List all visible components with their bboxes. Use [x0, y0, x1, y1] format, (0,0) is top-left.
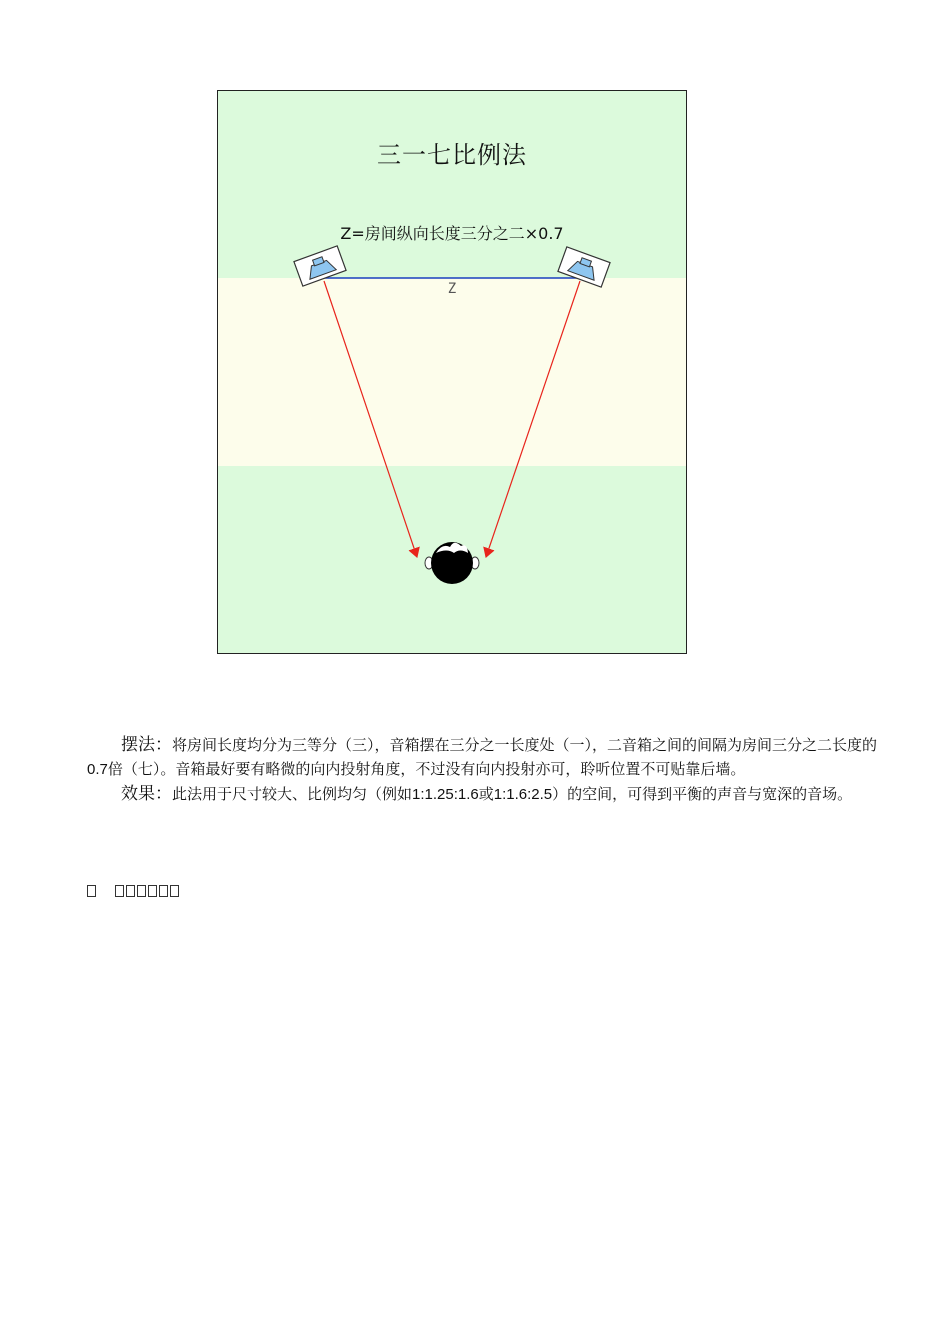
heading-glyph-box [148, 885, 157, 897]
placement-lead: 摆法： [121, 735, 172, 755]
placement-ratio: 0.7 [87, 761, 108, 778]
heading-glyph-box [115, 885, 124, 897]
heading-glyph-box [137, 885, 146, 897]
diagram-title: 三一七比例法 [377, 141, 527, 169]
placement-paragraph [87, 733, 879, 782]
diagram-svg [218, 91, 686, 653]
formula-label: Z=房间纵向长度三分之二×0.7 [340, 224, 564, 243]
effect-lead: 效果： [121, 784, 172, 804]
effect-paragraph [87, 782, 879, 807]
next-section-heading [87, 883, 181, 903]
heading-glyph-box [159, 885, 168, 897]
bullet-glyph-box [87, 885, 96, 897]
effect-text-1: 此法用于尺寸较大、比例均匀（例如 [172, 785, 413, 803]
effect-text-2: ）的空间，可得到平衡的声音与宽深的音场。 [552, 785, 853, 803]
effect-ratio-2: 1:1.6:2.5 [493, 786, 553, 803]
heading-glyph-box [126, 885, 135, 897]
right-arrow [486, 281, 580, 557]
diagram-figure [217, 90, 687, 654]
speaker-right-icon [558, 247, 610, 287]
placement-text-1: 将房间长度均分为三等分（三），音箱摆在三分之一长度处（一），二音箱之间的间隔为房间三分之二长度的 [172, 736, 878, 754]
left-arrow [324, 281, 417, 557]
body-text [87, 733, 879, 807]
z-distance-label: Z [447, 281, 457, 297]
listener-head-icon [425, 542, 479, 584]
effect-ratio-1: 1:1.25:1.6 [412, 786, 479, 803]
effect-text-mid: 或 [478, 785, 494, 803]
speaker-left-icon [294, 246, 346, 286]
placement-text-2: 倍（七）。音箱最好要有略微的向内投射角度，不过没有向内投射亦可，聆听位置不可贴靠后墙。 [107, 760, 746, 778]
heading-glyph-box [170, 885, 179, 897]
